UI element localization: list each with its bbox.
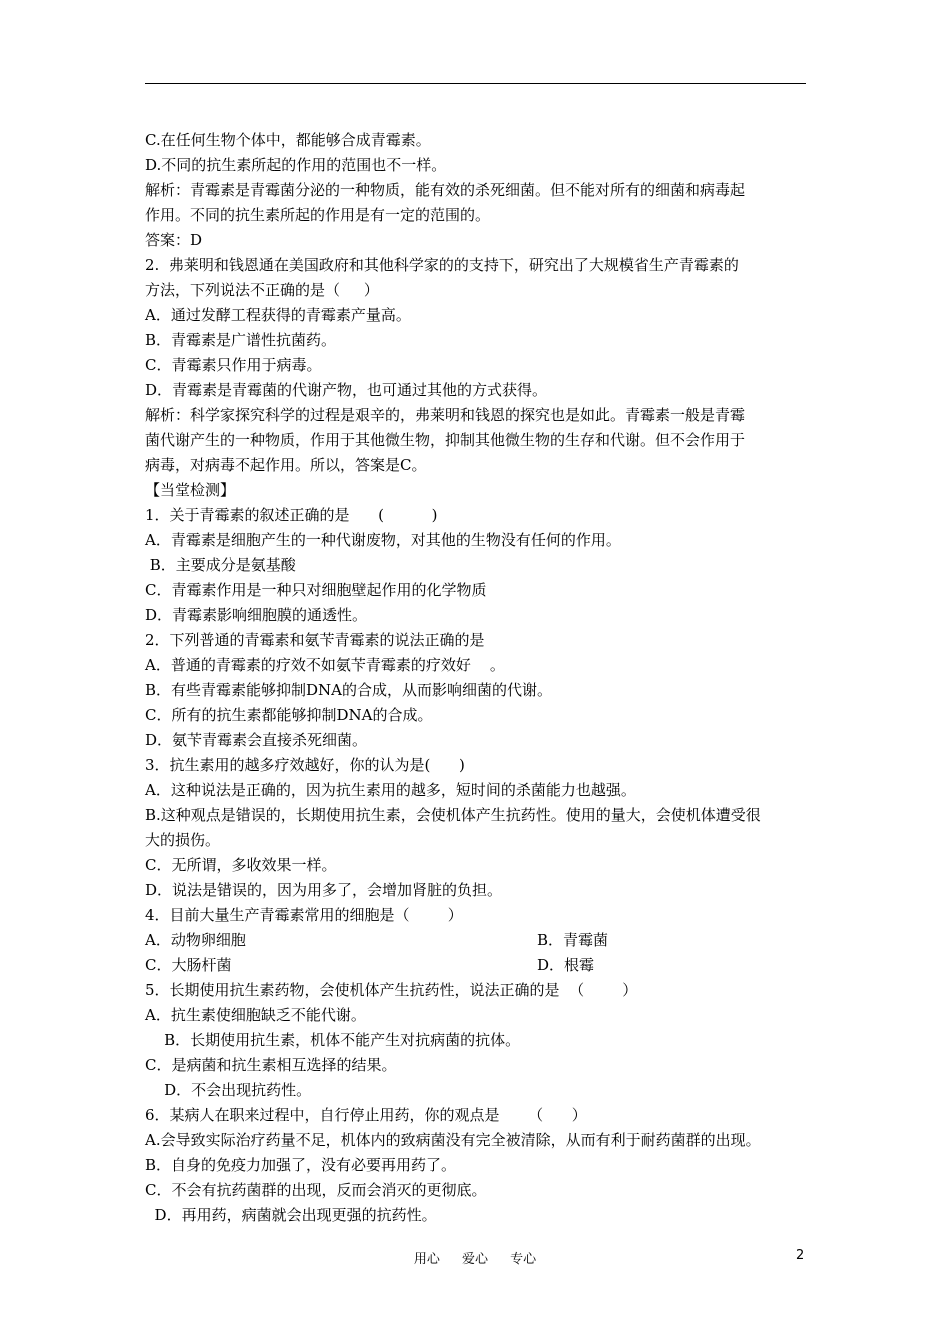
text-line: 3．抗生素用的越多疗效越好，你的认为是( )	[145, 756, 465, 774]
option-d: D．根霉	[537, 956, 595, 974]
option-a: A．动物卵细胞	[145, 931, 246, 949]
text-line: D．不会出现抗药性。	[145, 1081, 312, 1099]
text-line: C．是病菌和抗生素相互选择的结果。	[145, 1056, 397, 1074]
text-line: 方法，下列说法不正确的是（ ）	[145, 281, 379, 299]
text-line: 解析：科学家探究科学的过程是艰辛的，弗莱明和钱恩的探究也是如此。青霉素一般是青霉	[145, 406, 746, 424]
page-number: 2	[796, 1248, 805, 1263]
text-line: B．有些青霉素能够抑制DNA的合成，从而影响细菌的代谢。	[145, 681, 553, 699]
text-line: 6．某病人在职来过程中，自行停止用药，你的观点是 （ ）	[145, 1106, 587, 1124]
text-line: C.在任何生物个体中，都能够合成青霉素。	[145, 131, 431, 149]
text-line: C．青霉素作用是一种只对细胞壁起作用的化学物质	[145, 581, 487, 599]
options-row	[145, 953, 815, 978]
text-line: D．再用药，病菌就会出现更强的抗药性。	[145, 1206, 437, 1224]
text-line: 【当堂检测】	[145, 481, 236, 499]
text-block-main	[145, 128, 815, 928]
text-line: D.不同的抗生素所起的作用的范围也不一样。	[145, 156, 447, 174]
option-c: C．大肠杆菌	[145, 956, 232, 974]
text-line: 4．目前大量生产青霉素常用的细胞是（ ）	[145, 906, 463, 924]
text-line: 解析：青霉素是青霉菌分泌的一种物质，能有效的杀死细菌。但不能对所有的细菌和病毒起	[145, 181, 746, 199]
text-line: C．不会有抗药菌群的出现，反而会消灭的更彻底。	[145, 1181, 487, 1199]
text-line: B.这种观点是错误的，长期使用抗生素，会使机体产生抗药性。使用的量大，会使机体遭受很	[145, 806, 761, 824]
text-line: 1．关于青霉素的叙述正确的是 ( )	[145, 506, 438, 524]
text-line: B．主要成分是氨基酸	[145, 556, 296, 574]
text-line: A．这种说法是正确的，因为抗生素用的越多，短时间的杀菌能力也越强。	[145, 781, 636, 799]
text-line: 2. 弗莱明和钱恩通在美国政府和其他科学家的的支持下，研究出了大规模省生产青霉素的	[145, 256, 739, 274]
text-line: A．普通的青霉素的疗效不如氨苄青霉素的疗效好 。	[145, 656, 505, 674]
text-line: C．所有的抗生素都能够抑制DNA的合成。	[145, 706, 433, 724]
text-line: 作用。不同的抗生素所起的作用是有一定的范围的。	[145, 206, 491, 224]
text-line: A．青霉素是细胞产生的一种代谢废物，对其他的生物没有任何的作用。	[145, 531, 621, 549]
text-line: B．青霉素是广谱性抗菌药。	[145, 331, 337, 349]
text-line: D．说法是错误的，因为用多了，会增加肾脏的负担。	[145, 881, 503, 899]
text-line: 5．长期使用抗生素药物，会使机体产生抗药性，说法正确的是 （ ）	[145, 981, 638, 999]
text-line: 菌代谢产生的一种物质，作用于其他微生物，抑制其他微生物的生存和代谢。但不会作用于	[145, 431, 746, 449]
text-line: 2．下列普通的青霉素和氨苄青霉素的说法正确的是	[145, 631, 485, 649]
text-line: D．青霉素影响细胞膜的通透性。	[145, 606, 368, 624]
text-line: B．自身的免疫力加强了，没有必要再用药了。	[145, 1156, 457, 1174]
text-line: 答案：D	[145, 231, 203, 249]
text-line: 大的损伤。	[145, 831, 221, 849]
text-line: A.会导致实际治疗药量不足，机体内的致病菌没有完全被清除，从而有利于耐药菌群的出现。	[145, 1131, 761, 1149]
text-line: C．青霉素只作用于病毒。	[145, 356, 322, 374]
text-line: B．长期使用抗生素，机体不能产生对抗病菌的抗体。	[145, 1031, 521, 1049]
text-line: D．氨苄青霉素会直接杀死细菌。	[145, 731, 368, 749]
option-b: B．青霉菌	[537, 931, 609, 949]
text-line: A．通过发酵工程获得的青霉素产量高。	[145, 306, 411, 324]
text-line: 病毒，对病毒不起作用。所以，答案是C。	[145, 456, 427, 474]
header-rule	[145, 83, 806, 84]
text-line: A．抗生素使细胞缺乏不能代谢。	[145, 1006, 366, 1024]
text-line: C．无所谓，多收效果一样。	[145, 856, 337, 874]
page-footer: 用心 爱心 专心	[413, 1252, 537, 1267]
text-line: D．青霉素是青霉菌的代谢产物，也可通过其他的方式获得。	[145, 381, 548, 399]
options-row	[145, 928, 815, 953]
document-body	[145, 128, 815, 1228]
text-block-tail	[145, 978, 815, 1228]
